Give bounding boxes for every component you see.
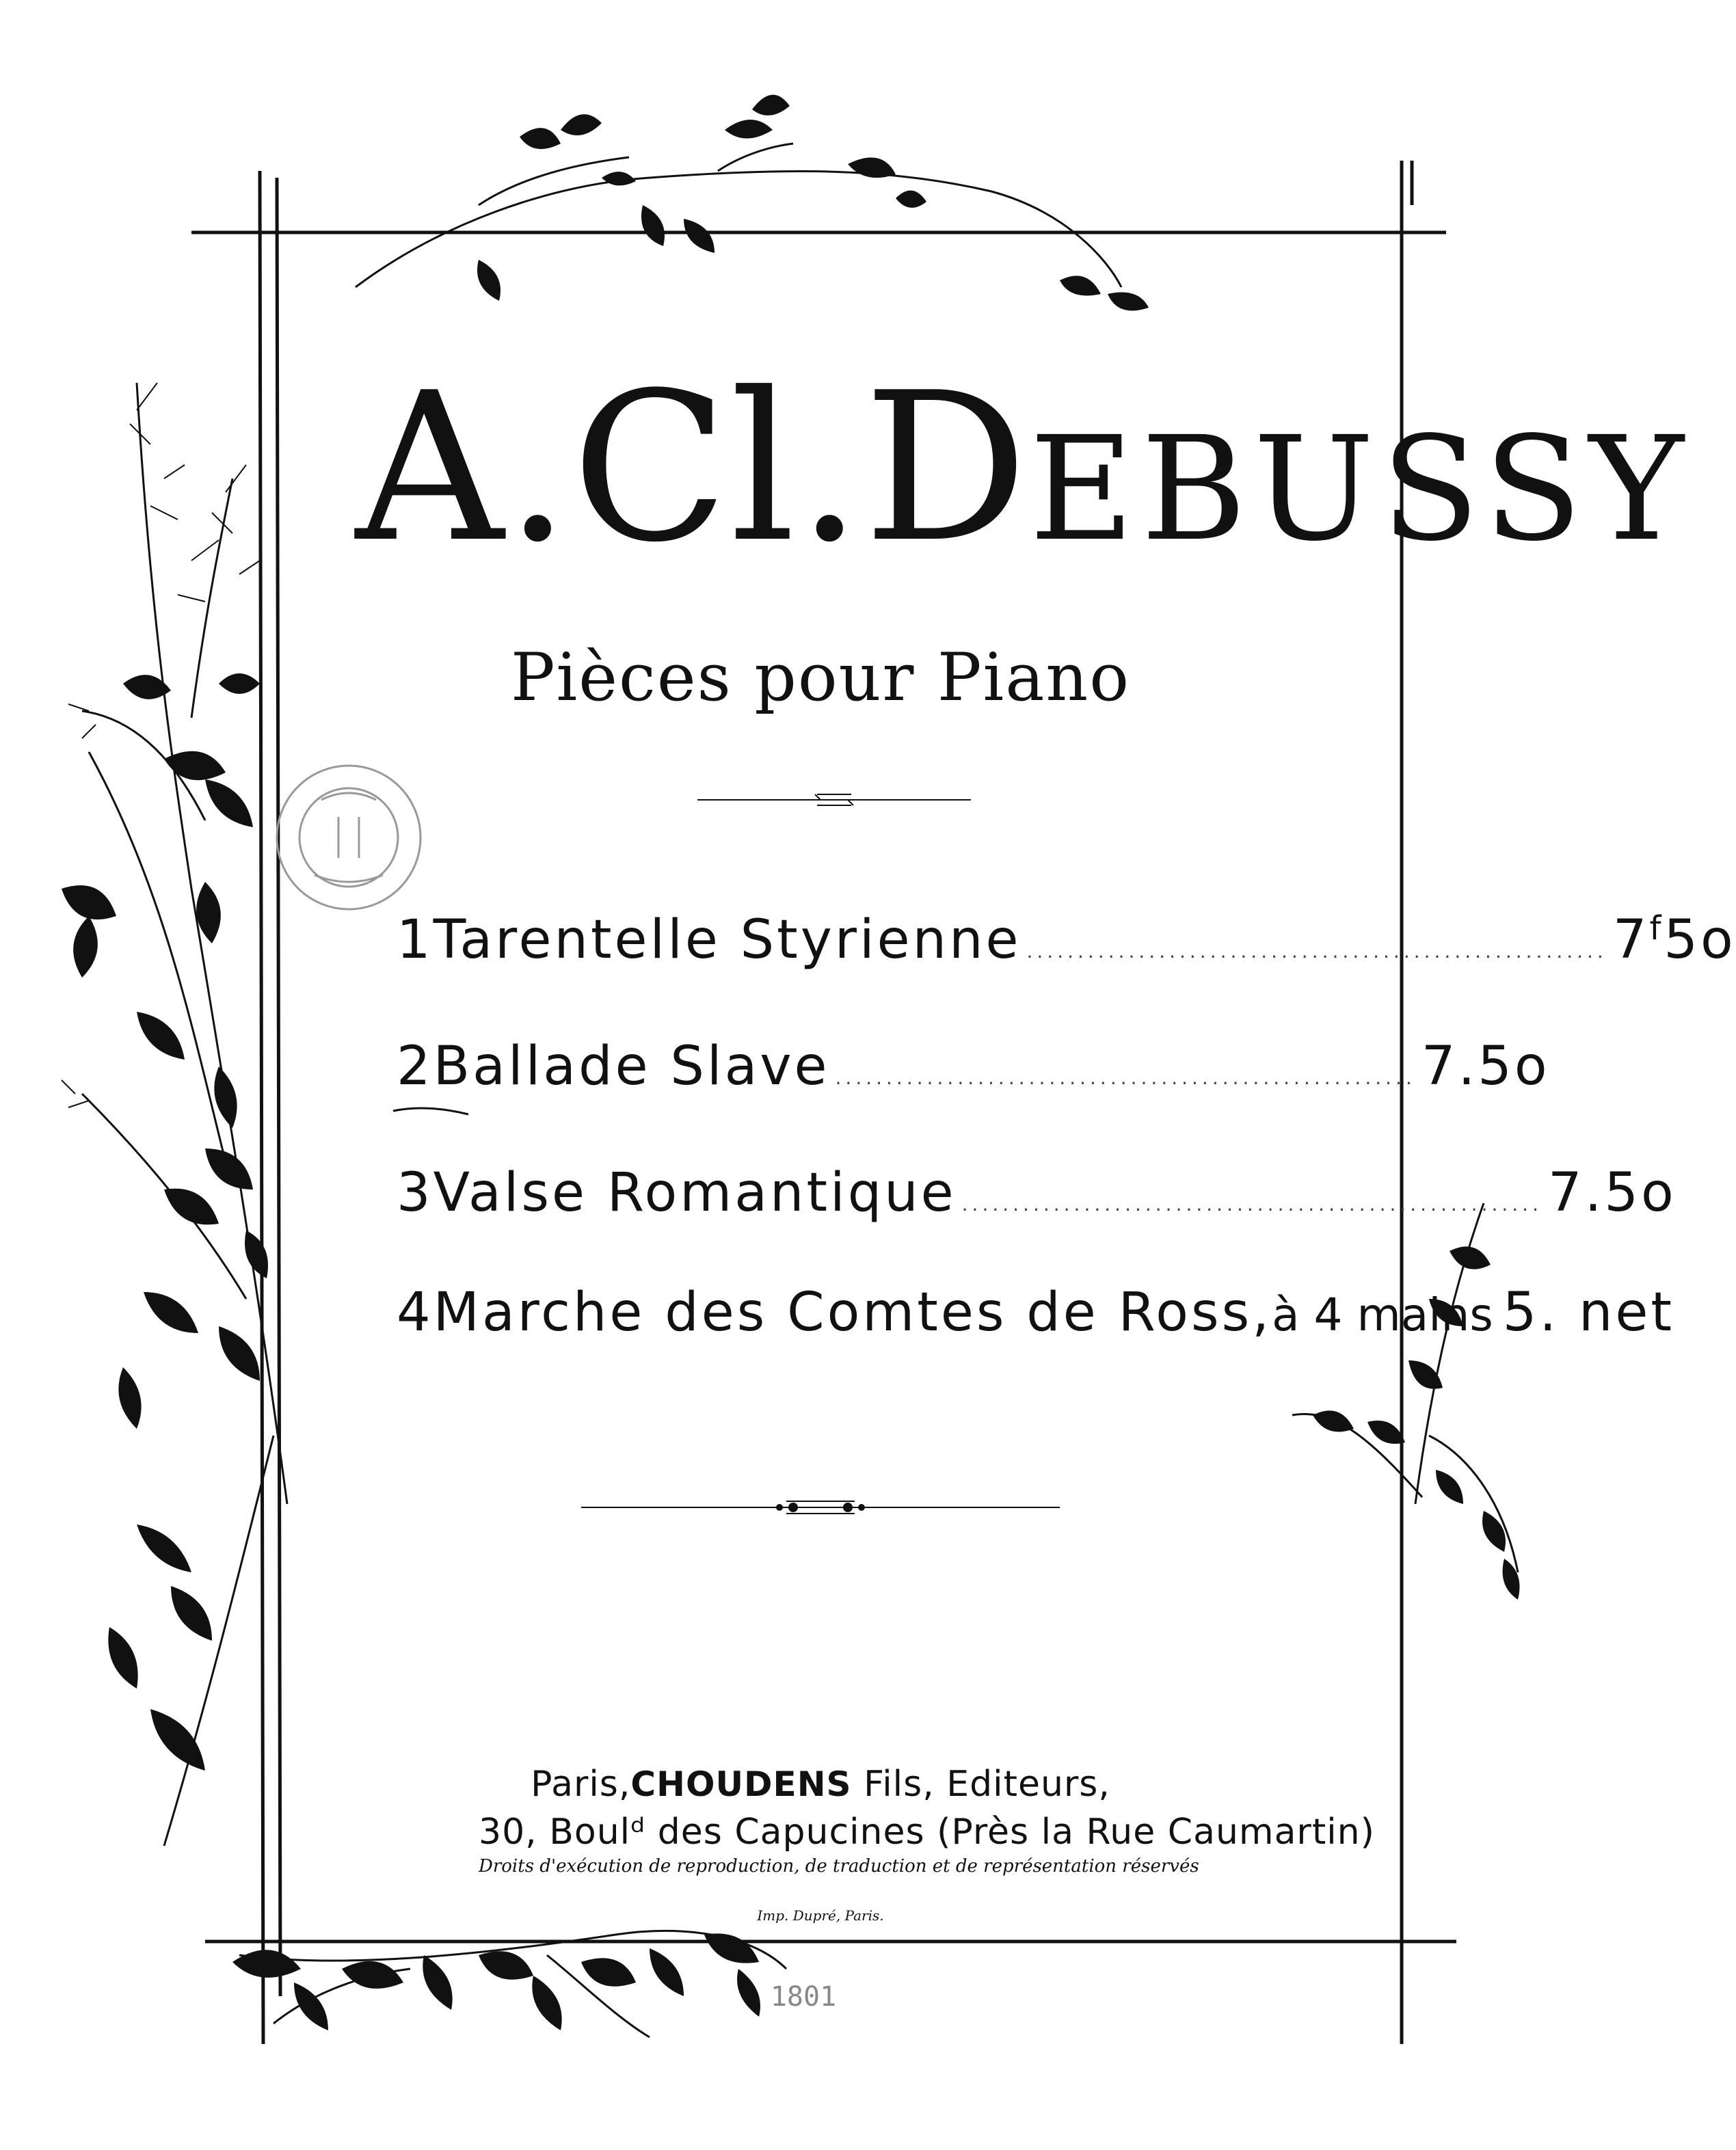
piece-title: Tarentelle Styrienne: [433, 909, 1021, 971]
subtitle: Pièces pour Piano: [510, 639, 1131, 716]
piece-number: 1: [397, 909, 433, 971]
piece-price: 7.5o: [1547, 1162, 1677, 1224]
piece-row-1: [397, 909, 1736, 984]
divider-bottom: [581, 1501, 1060, 1514]
piece-row-4: [397, 1282, 1674, 1357]
left-vine: [82, 383, 287, 1846]
composer-surname-initial: D: [863, 349, 1030, 587]
divider-top: [697, 794, 971, 805]
composer-initial-cl: Cl.: [572, 349, 864, 587]
piece-number: 2: [397, 1036, 433, 1097]
publisher-line-1: Paris,CHOUDENS Fils, Editeurs,: [531, 1764, 1110, 1805]
bottom-leaves: [232, 1933, 760, 2030]
leader-dots: .........................................................: [961, 1193, 1543, 1215]
composer-initial-a: A.: [356, 349, 572, 587]
piece-price: 7.5o: [1421, 1036, 1550, 1097]
leader-dots: .........................................................: [835, 1066, 1416, 1089]
piece-price: 5. net: [1502, 1282, 1674, 1343]
plate-number: 1801: [770, 1981, 837, 2013]
composer-heading: [356, 349, 1691, 587]
left-leaves: [62, 673, 268, 1771]
top-leaves: [477, 95, 1149, 311]
leader-dots: .........................................................: [1026, 940, 1607, 963]
piece-title: Marche des Comtes de Ross,: [433, 1282, 1272, 1343]
publisher-address: 30, Boulᵈ des Capucines (Près la Rue Caumartin): [479, 1812, 1375, 1853]
top-garland: [356, 144, 1121, 287]
piece-arrangement: à 4 mains: [1272, 1289, 1493, 1341]
piece-row-3: [397, 1162, 1677, 1237]
piece-title: Valse Romantique: [433, 1162, 957, 1224]
library-stamp: [277, 766, 420, 909]
printer-credit: Imp. Dupré, Paris.: [757, 1907, 884, 1924]
piece-row-2: [397, 1036, 1550, 1111]
piece-number: 3: [397, 1162, 433, 1224]
composer-surname-rest: EBUSSY: [1029, 405, 1691, 573]
piece-title: Ballade Slave: [433, 1036, 830, 1097]
rights-notice: Droits d'exécution de reproduction, de traduction et de représentation réservés: [479, 1856, 1199, 1877]
piece-price: 7$^f$5o: [1612, 909, 1736, 971]
piece-number: 4: [397, 1282, 433, 1343]
publisher-name: CHOUDENS: [630, 1764, 852, 1804]
